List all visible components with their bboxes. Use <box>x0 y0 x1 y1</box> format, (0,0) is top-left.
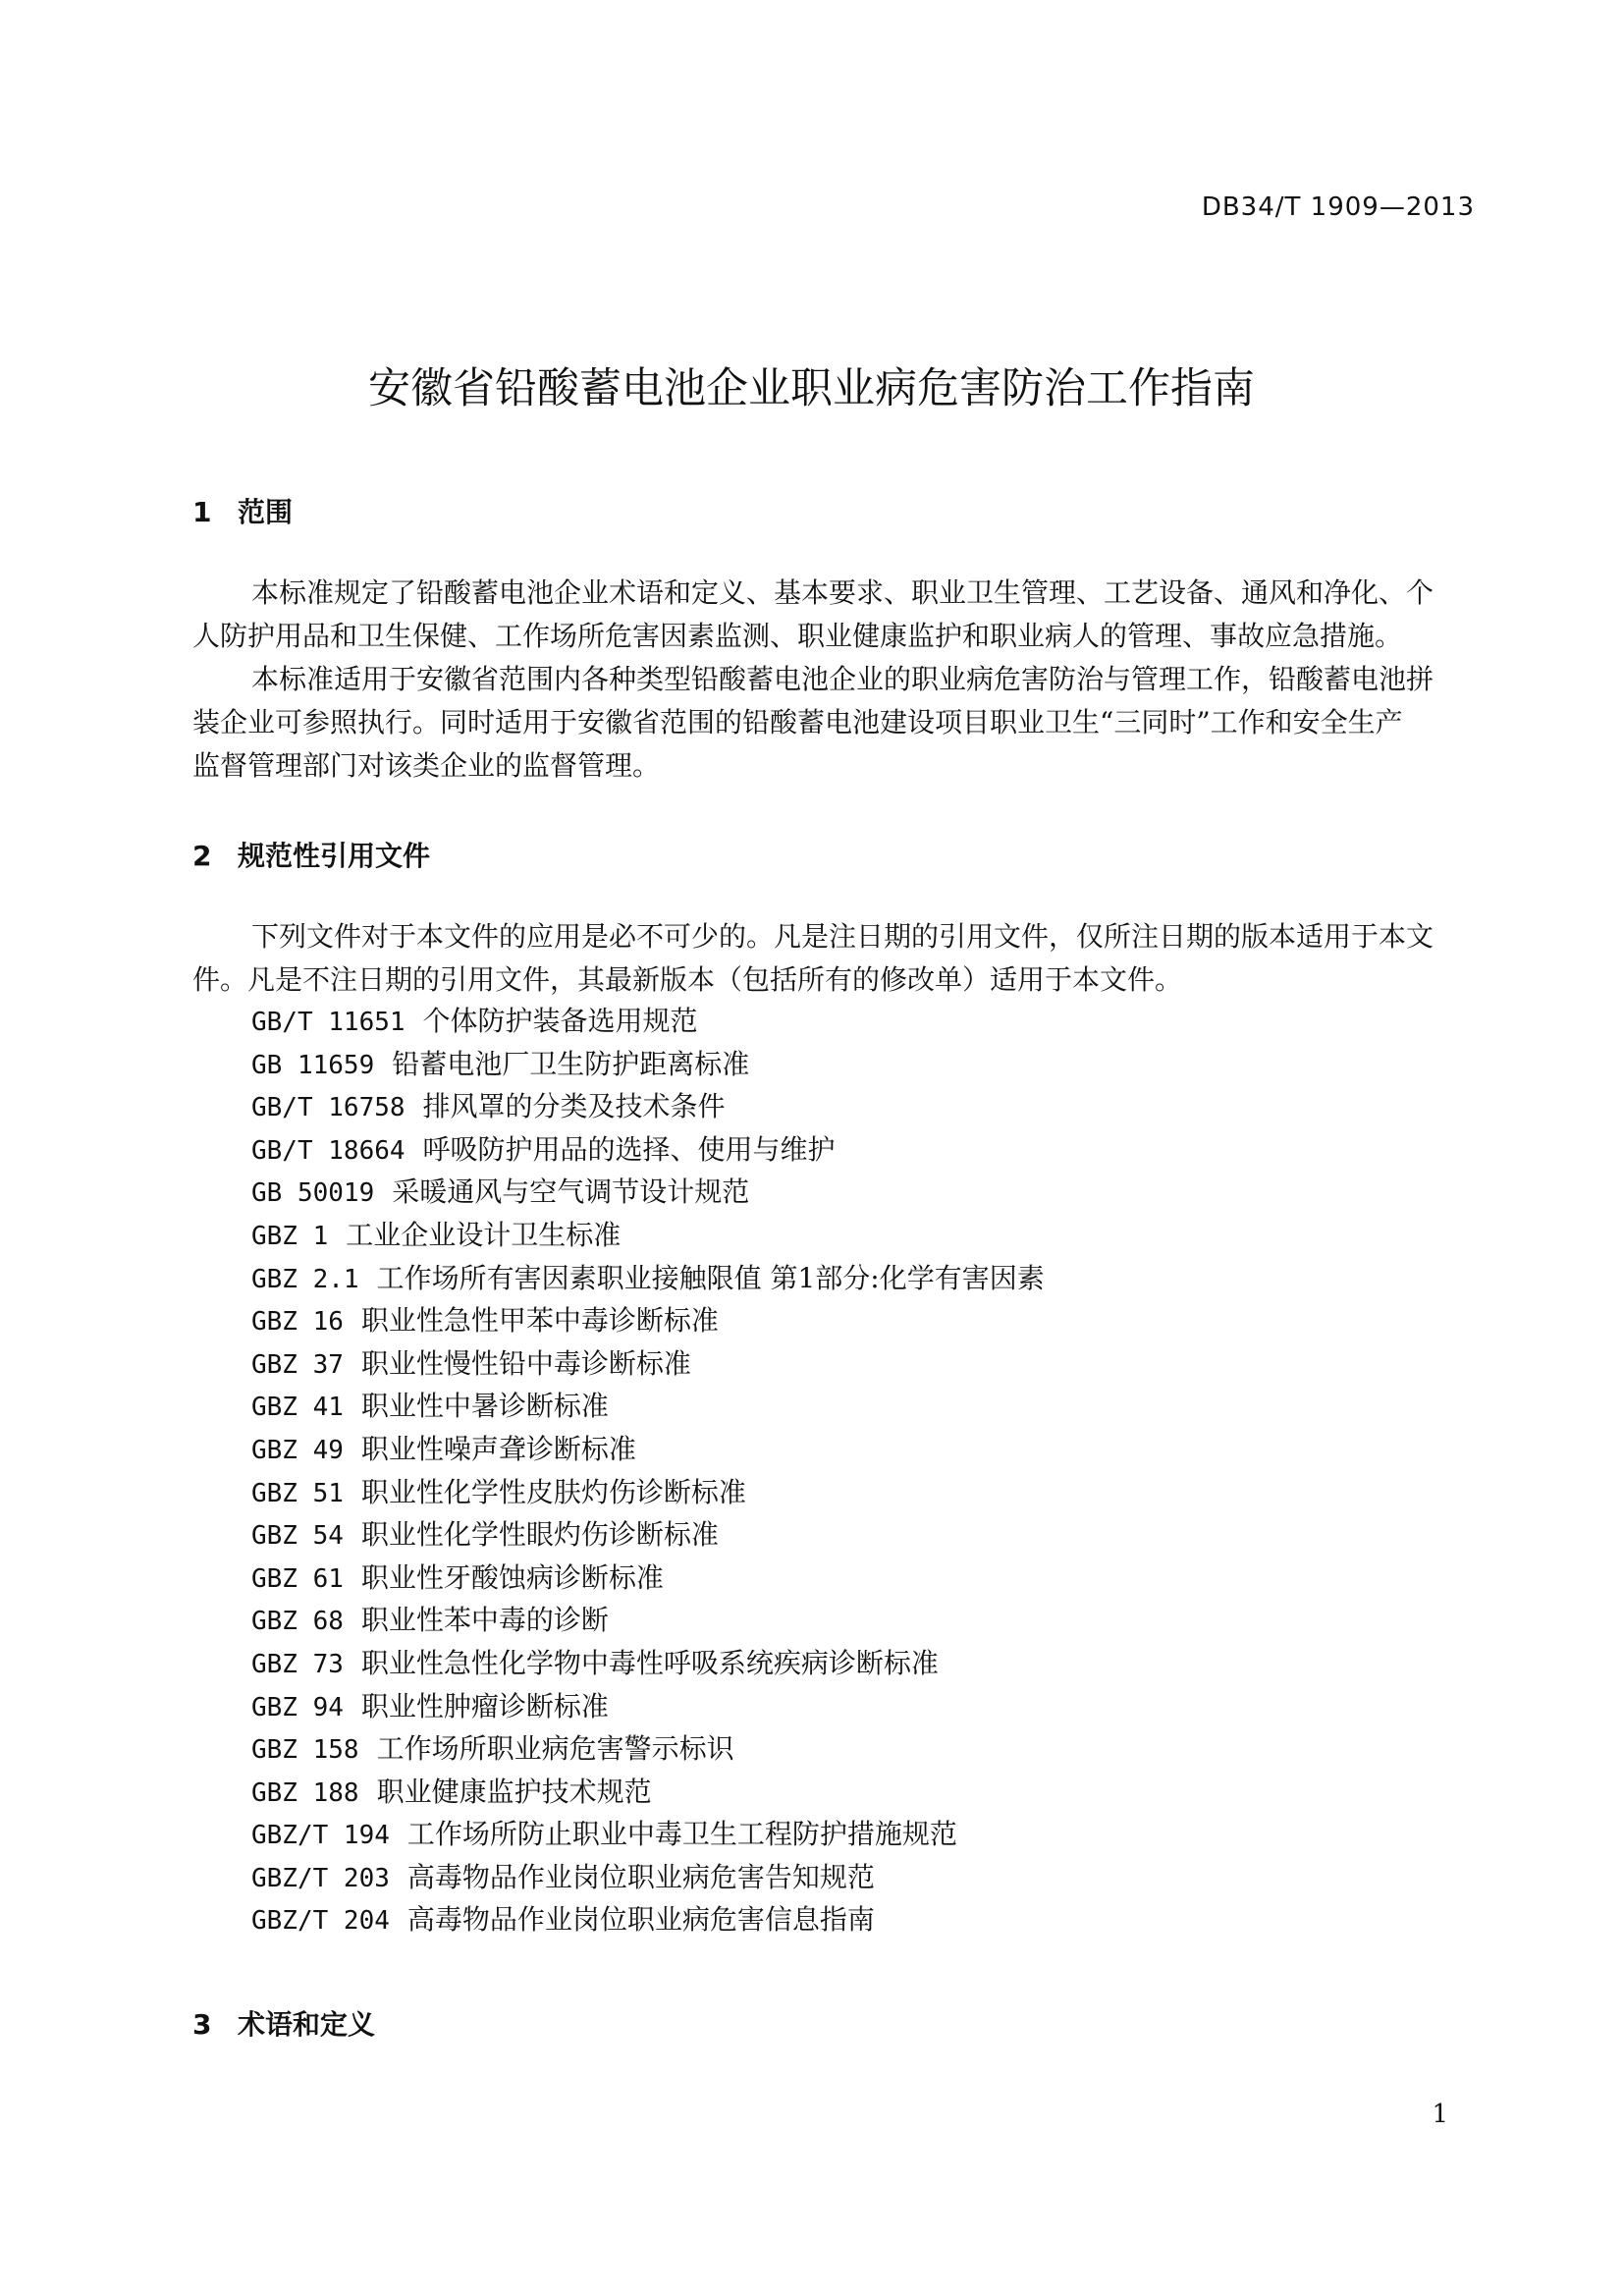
text-line: 人防护用品和卫生保健、工作场所危害因素监测、职业健康监护和职业病人的管理、事故应急措施。 <box>192 620 1403 652</box>
reference-code: GB/T 16758 <box>251 1093 406 1123</box>
section-number: 2 <box>192 840 212 872</box>
reference-item <box>251 1856 1045 1899</box>
reference-title: 铅蓄电池厂卫生防护距离标准 <box>392 1047 750 1080</box>
section-3-heading <box>192 2003 375 2043</box>
reference-code: GBZ 49 <box>251 1435 344 1465</box>
reference-item <box>251 1471 1045 1514</box>
reference-item <box>251 1214 1045 1257</box>
reference-code: GBZ 94 <box>251 1692 344 1722</box>
references-intro <box>192 915 1469 1002</box>
section-2-heading <box>192 835 430 874</box>
reference-code: GBZ 158 <box>251 1735 359 1766</box>
reference-code: GB/T 18664 <box>251 1135 406 1166</box>
reference-title: 工业企业设计卫生标准 <box>346 1218 622 1251</box>
reference-code: GBZ 51 <box>251 1478 344 1508</box>
reference-item <box>251 1299 1045 1342</box>
section-1-heading <box>192 491 293 530</box>
reference-title: 职业性苯中毒的诊断 <box>360 1604 609 1637</box>
reference-title: 个体防护装备选用规范 <box>422 1005 698 1037</box>
reference-item <box>251 1813 1045 1856</box>
text-line: 装企业可参照执行。同时适用于安徽省范围的铅酸蓄电池建设项目职业卫生“三同时”工作和安全生产 <box>192 706 1403 738</box>
reference-item <box>251 1428 1045 1471</box>
reference-item <box>251 1513 1045 1557</box>
text-line: 件。凡是不注日期的引用文件，其最新版本（包括所有的修改单）适用于本文件。 <box>192 963 1183 996</box>
reference-item <box>251 1128 1045 1172</box>
reference-code: GBZ 37 <box>251 1349 344 1380</box>
reference-title: 呼吸防护用品的选择、使用与维护 <box>422 1132 836 1166</box>
section-number: 1 <box>192 496 212 528</box>
reference-item <box>251 1685 1045 1728</box>
page-number: 1 <box>1432 2100 1448 2129</box>
reference-item <box>251 1557 1045 1600</box>
reference-item <box>251 1898 1045 1941</box>
reference-title: 职业健康监护技术规范 <box>376 1775 652 1808</box>
reference-code: GBZ/T 204 <box>251 1906 390 1937</box>
scope-paragraph-1 <box>192 572 1469 658</box>
reference-item <box>251 1771 1045 1814</box>
reference-title: 职业性急性化学物中毒性呼吸系统疾病诊断标准 <box>360 1646 939 1679</box>
reference-title: 职业性急性甲苯中毒诊断标准 <box>360 1304 719 1338</box>
reference-title: 职业性牙酸蚀病诊断标准 <box>360 1560 664 1594</box>
reference-item <box>251 1085 1045 1128</box>
reference-title: 采暖通风与空气调节设计规范 <box>392 1175 750 1209</box>
reference-title: 排风罩的分类及技术条件 <box>422 1090 726 1123</box>
section-number: 3 <box>192 2008 212 2041</box>
reference-item <box>251 1642 1045 1685</box>
reference-title: 工作场所有害因素职业接触限值 第1部分:化学有害因素 <box>376 1261 1045 1294</box>
reference-title: 职业性肿瘤诊断标准 <box>360 1689 609 1722</box>
text-line: 下列文件对于本文件的应用是必不可少的。凡是注日期的引用文件，仅所注日期的版本适用于本文 <box>251 920 1434 953</box>
document-title: 安徽省铅酸蓄电池企业职业病危害防治工作指南 <box>368 364 1255 413</box>
reference-code: GBZ/T 203 <box>251 1863 390 1893</box>
reference-title: 职业性慢性铅中毒诊断标准 <box>360 1346 691 1380</box>
reference-code: GBZ 41 <box>251 1393 344 1423</box>
text-line: 本标准规定了铅酸蓄电池企业术语和定义、基本要求、职业卫生管理、工艺设备、通风和净化、个 <box>251 576 1434 609</box>
section-title: 术语和定义 <box>238 2008 376 2041</box>
reference-title: 高毒物品作业岗位职业病危害告知规范 <box>406 1860 875 1893</box>
reference-code: GB 11659 <box>251 1050 375 1080</box>
reference-title: 职业性化学性眼灼伤诊断标准 <box>360 1518 719 1552</box>
reference-list <box>251 1000 1045 1941</box>
reference-title: 工作场所防止职业中毒卫生工程防护措施规范 <box>406 1818 957 1851</box>
standard-code: DB34/T 1909—2013 <box>1201 192 1475 222</box>
text-line: 本标准适用于安徽省范围内各种类型铅酸蓄电池企业的职业病危害防治与管理工作，铅酸蓄电池拼 <box>251 663 1434 695</box>
reference-code: GBZ 54 <box>251 1521 344 1552</box>
reference-title: 职业性化学性皮肤灼伤诊断标准 <box>360 1475 746 1508</box>
reference-code: GBZ 1 <box>251 1221 329 1251</box>
reference-title: 职业性噪声聋诊断标准 <box>360 1432 636 1465</box>
text-line: 监督管理部门对该类企业的监督管理。 <box>192 749 661 782</box>
reference-title: 高毒物品作业岗位职业病危害信息指南 <box>406 1903 875 1937</box>
reference-item <box>251 1043 1045 1086</box>
scope-paragraph-2 <box>192 658 1469 788</box>
reference-code: GB/T 11651 <box>251 1008 406 1037</box>
reference-code: GBZ 2.1 <box>251 1264 359 1294</box>
reference-code: GBZ 68 <box>251 1607 344 1637</box>
reference-title: 工作场所职业病危害警示标识 <box>376 1732 734 1766</box>
reference-item <box>251 1599 1045 1642</box>
reference-item <box>251 1385 1045 1428</box>
reference-title: 职业性中暑诊断标准 <box>360 1390 609 1423</box>
reference-item <box>251 1257 1045 1300</box>
reference-item <box>251 1342 1045 1386</box>
reference-code: GBZ/T 194 <box>251 1821 390 1851</box>
reference-item <box>251 1727 1045 1771</box>
reference-item <box>251 1000 1045 1043</box>
reference-code: GB 50019 <box>251 1178 375 1209</box>
section-title: 范围 <box>238 496 294 528</box>
section-title: 规范性引用文件 <box>238 840 431 872</box>
reference-code: GBZ 16 <box>251 1307 344 1338</box>
reference-code: GBZ 61 <box>251 1563 344 1594</box>
reference-item <box>251 1171 1045 1214</box>
reference-code: GBZ 188 <box>251 1777 359 1808</box>
reference-code: GBZ 73 <box>251 1649 344 1679</box>
